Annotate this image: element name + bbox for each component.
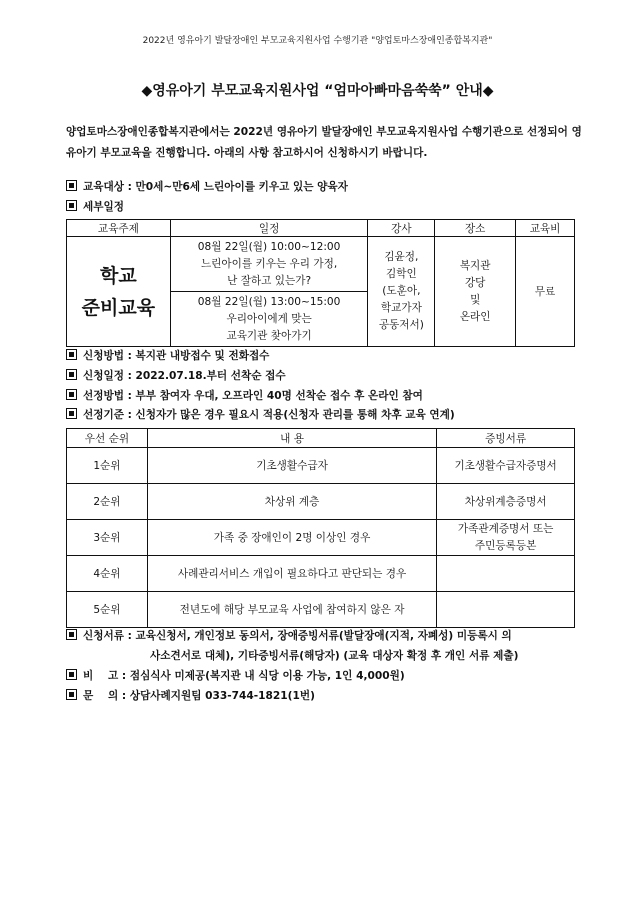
selection-criteria-item (66, 407, 455, 422)
square-bullet-icon (66, 408, 77, 419)
selection-method-text: 선정방법 : 부부 참여자 우대, 오프라인 40명 선착순 접수 후 온라인 참여 (83, 390, 423, 402)
rank-cell: 3순위 (67, 520, 148, 556)
target-item (66, 179, 348, 194)
documents-line-2: 사소견서로 대체), 기타증빙서류(해당자) (교육 대상자 확정 후 개인 서류 제출) (150, 650, 519, 662)
schedule-heading-item (66, 199, 124, 214)
square-bullet-icon (66, 629, 77, 640)
instructor-line: 김윤정, (384, 251, 419, 263)
target-text: 교육대상 : 만0세~만6세 느린아이를 키우고 있는 양육자 (83, 181, 348, 193)
docs-cell (437, 484, 575, 520)
schedule-row-1 (67, 237, 575, 292)
session-date: 08월 22일(월) 10:00~12:00 (197, 240, 341, 253)
table-row (67, 592, 575, 628)
place-line: 및 (470, 293, 481, 306)
apply-period-item (66, 368, 286, 383)
table-row (67, 556, 575, 592)
topic-line: 준비교육 (81, 296, 156, 319)
topic-line: 학교 (100, 264, 137, 287)
place-line: 온라인 (459, 310, 491, 323)
priority-header-cell: 내 용 (147, 429, 436, 448)
session-cell (170, 237, 368, 292)
topic-cell (67, 237, 171, 347)
session-title-line: 느린아이를 키우는 우리 가정, (200, 257, 338, 270)
schedule-header-row (67, 220, 575, 237)
place-line: 강당 (464, 276, 486, 289)
session-title-line: 우리아이에게 맞는 (226, 312, 312, 325)
remarks-item (66, 668, 405, 683)
content-cell: 사례관리서비스 개입이 필요하다고 판단되는 경우 (147, 556, 436, 592)
schedule-table (66, 219, 575, 347)
place-line: 복지관 (459, 259, 491, 272)
content-cell: 가족 중 장애인이 2명 이상인 경우 (147, 520, 436, 556)
schedule-header-cell: 장소 (435, 220, 516, 237)
session-title-line: 교육기관 찾아가기 (226, 329, 312, 342)
content-cell: 차상위 계층 (147, 484, 436, 520)
square-bullet-icon (66, 369, 77, 380)
square-bullet-icon (66, 180, 77, 191)
schedule-header-cell: 강사 (368, 220, 435, 237)
apply-method-item (66, 348, 269, 363)
selection-method-item (66, 388, 423, 403)
table-row (67, 484, 575, 520)
inquiry-text: 문 의 : 상담사례지원팀 033-744-1821(1번) (83, 690, 315, 702)
remarks-text: 비 고 : 점심식사 미제공(복지관 내 식당 이용 가능, 1인 4,000원) (83, 670, 405, 682)
rank-cell: 2순위 (67, 484, 148, 520)
docs-line: 기초생활수급자증명서 (454, 460, 557, 472)
apply-period-text: 신청일정 : 2022.07.18.부터 선착순 접수 (83, 370, 286, 382)
schedule-header-cell: 교육주제 (67, 220, 171, 237)
document-title: ◆영유아기 부모교육지원사업 “엄마아빠마음쑥쑥” 안내◆ (141, 83, 494, 99)
priority-table (66, 428, 575, 628)
square-bullet-icon (66, 200, 77, 211)
instructor-line: 학교가자 (380, 302, 422, 314)
docs-cell (437, 520, 575, 556)
rank-cell: 5순위 (67, 592, 148, 628)
selection-criteria-text: 선정기준 : 신청자가 많은 경우 필요시 적용(신청자 관리를 통해 차후 교육 연계) (83, 409, 455, 421)
docs-cell (437, 448, 575, 484)
schedule-header-cell: 일정 (170, 220, 368, 237)
intro-paragraph: 양업토마스장애인종합복지관에서는 2022년 영유아기 발달장애인 부모교육지원사업 수행기관으로 선정되어 영유아기 부모교육을 진행합니다. 아래의 사항 참고하시어 신청하시기 바랍니다. (66, 126, 582, 159)
rank-cell: 1순위 (67, 448, 148, 484)
apply-method-text: 신청방법 : 복지관 내방접수 및 전화접수 (83, 350, 270, 362)
instructor-line: (도훈아, (382, 285, 421, 297)
docs-line: 주민등록등본 (474, 539, 537, 552)
priority-header-row (67, 429, 575, 448)
docs-line: 차상위계층증명서 (464, 496, 547, 508)
square-bullet-icon (66, 349, 77, 360)
rank-cell: 4순위 (67, 556, 148, 592)
instructor-line: 공동저서) (378, 319, 424, 331)
session-cell (170, 292, 368, 347)
square-bullet-icon (66, 669, 77, 680)
content-cell: 기초생활수급자 (147, 448, 436, 484)
docs-cell (437, 556, 575, 592)
docs-line: 가족관계증명서 또는 (457, 522, 554, 535)
square-bullet-icon (66, 689, 77, 700)
priority-header-cell: 우선 순위 (67, 429, 148, 448)
table-row (67, 520, 575, 556)
header-note: 2022년 영유아기 발달장애인 부모교육지원사업 수행기관 "양업토마스장애인종합복지관" (142, 36, 493, 46)
priority-header-cell: 증빙서류 (437, 429, 575, 448)
inquiry-item (66, 688, 315, 703)
square-bullet-icon (66, 389, 77, 400)
schedule-header-cell: 교육비 (516, 220, 575, 237)
instructor-cell (368, 237, 435, 347)
fee-cell: 무료 (516, 237, 575, 347)
docs-cell (437, 592, 575, 628)
documents-line-1: 신청서류 : 교육신청서, 개인정보 동의서, 장애증빙서류(발달장애(지적, 자폐성) 미등록시 의 (83, 630, 512, 642)
session-title-line: 난 잘하고 있는가? (227, 274, 312, 287)
session-date: 08월 22일(월) 13:00~15:00 (197, 295, 341, 308)
schedule-heading: 세부일정 (83, 201, 124, 213)
instructor-line: 김학인 (386, 268, 417, 280)
place-cell (435, 237, 516, 347)
content-cell: 전년도에 해당 부모교육 사업에 참여하지 않은 자 (147, 592, 436, 628)
documents-item (66, 626, 586, 666)
table-row (67, 448, 575, 484)
